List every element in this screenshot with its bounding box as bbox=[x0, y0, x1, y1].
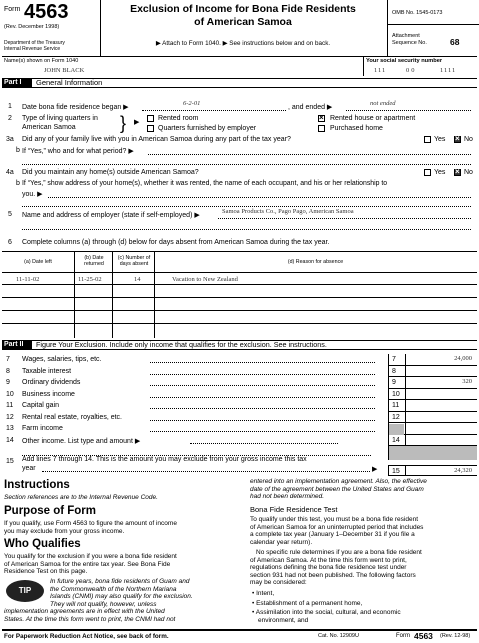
footer-paperwork-notice: For Paperwork Reduction Act Notice, see back of form. bbox=[4, 633, 169, 640]
ssn-label: Your social security number bbox=[366, 58, 443, 64]
who-qualifies-title: Who Qualifies bbox=[4, 538, 81, 550]
tip-text: In future years, bona fide residents of Guam and the Commonwealth of the Northern Mariana Islands (CNMI) may also qualify for the exclusion. They will not qualify, however, unless bbox=[50, 578, 193, 608]
line5-label: Name and address of employer (state if self-employed) ▶ bbox=[22, 212, 200, 219]
taxpayer-name[interactable]: JOHN BLACK bbox=[44, 67, 85, 74]
attachment-label: Attachment bbox=[392, 33, 420, 39]
part2-tag: Part II bbox=[2, 341, 32, 349]
income-box-7 bbox=[388, 354, 477, 366]
tip-icon bbox=[6, 580, 44, 602]
line14-shaded-cell bbox=[389, 424, 404, 435]
line1-number: 1 bbox=[8, 103, 12, 110]
line1-ended-label: , and ended ▶ bbox=[288, 104, 333, 111]
line15-box-number: 15 bbox=[392, 468, 400, 475]
income-box-8 bbox=[388, 366, 477, 378]
bona-fide-title: Bona Fide Residence Test bbox=[250, 505, 338, 514]
line4b-label-a: If “Yes,” show address of your home(s), whether it was rented, the name of each occupant, and his or her relationship to bbox=[22, 180, 388, 187]
income-line-number: 11 bbox=[6, 402, 14, 409]
line14-extra-box bbox=[388, 446, 477, 460]
income-box-9 bbox=[388, 377, 477, 389]
4a-yes-label: Yes bbox=[434, 169, 446, 176]
list-item: • Intent, bbox=[252, 590, 275, 597]
income-amount[interactable]: 320 bbox=[462, 378, 472, 385]
line15-label-a: Add lines 7 through 14. This is the amount you may exclude from your gross income this tax bbox=[22, 456, 307, 463]
income-line-number: 13 bbox=[6, 425, 14, 432]
line4a-number: 4a bbox=[6, 169, 14, 176]
form-title-line2: of American Samoa bbox=[194, 16, 292, 28]
line2-number: 2 bbox=[8, 115, 12, 122]
table-row bbox=[2, 273, 477, 285]
footer-cat-number: Cat. No. 12909U bbox=[318, 633, 359, 639]
right-top-text: entered into an implementation agreement. Also, the effective date of the agreement between the United States and Guam had not been determined. bbox=[250, 478, 427, 501]
form-title-line1: Exclusion of Income for Bona Fide Residents bbox=[130, 3, 356, 15]
list-item: • Assimilation into the social, cultural, and economic bbox=[252, 609, 401, 617]
tip-text-continued: implementation agreements are in effect with the United States. At the time this form went to print, the CNMI had not bbox=[4, 608, 176, 623]
bona-fide-text1: To qualify under this test, you must be a bona fide resident of American Samoa for an uninterrupted period that includes a complete tax year (January 1–December 31 if you file a calendar year return). bbox=[250, 516, 424, 546]
income-box-number: 8 bbox=[392, 367, 396, 375]
ssn-part2[interactable]: 00 bbox=[406, 67, 417, 74]
part2-header bbox=[2, 340, 477, 350]
3a-no-label: No bbox=[464, 136, 473, 143]
who-qualifies-text: You qualify for the exclusion if you were a bona fide resident of American Samoa for the entire tax year. See Bona Fide Residence Test on this page. bbox=[4, 553, 177, 576]
col-date-left: (a) Date left bbox=[24, 259, 52, 265]
income-line-number: 12 bbox=[6, 413, 14, 421]
line15-total[interactable]: 24,320 bbox=[454, 467, 472, 474]
checkbox-4a-yes[interactable] bbox=[424, 169, 431, 176]
income-box-11 bbox=[388, 400, 477, 412]
instructions-title: Instructions bbox=[4, 479, 70, 491]
3a-yes-label: Yes bbox=[434, 136, 446, 143]
part2-title: Figure Your Exclusion. Include only income that qualifies for the exclusion. See instructions. bbox=[36, 340, 327, 349]
checkbox-rented-room[interactable] bbox=[147, 115, 154, 122]
rented-room-label: Rented room bbox=[158, 115, 199, 122]
line6-label: Complete columns (a) through (d) below for days absent from American Samoa during the tax year. bbox=[22, 239, 330, 246]
ssn-part3[interactable]: 1111 bbox=[440, 67, 457, 74]
footer-form-prefix: Form bbox=[396, 633, 410, 639]
income-line-label: Taxable interest bbox=[22, 367, 72, 375]
col-date-returned: (b) Date returned bbox=[84, 255, 104, 267]
checkbox-rented-house[interactable] bbox=[318, 115, 325, 122]
checkbox-quarters-employer[interactable] bbox=[147, 125, 154, 132]
income-amount[interactable]: 24,000 bbox=[454, 355, 472, 362]
income-line-number: 7 bbox=[6, 356, 10, 363]
income-box-12 bbox=[388, 412, 477, 424]
col-days-absent: (c) Number of days absent bbox=[117, 255, 151, 267]
list-item: • Establishment of a permanent home, bbox=[252, 599, 363, 607]
income-line-number: 9 bbox=[6, 379, 10, 386]
purpose-title: Purpose of Form bbox=[4, 505, 97, 517]
form-header bbox=[0, 0, 479, 50]
factor-list bbox=[252, 590, 476, 624]
footer-form-rev: (Rev. 12-98) bbox=[440, 633, 471, 639]
line3a-number: 3a bbox=[6, 136, 14, 143]
rented-house-label: Rented house or apartment bbox=[330, 115, 416, 122]
line3a-label: Did any of your family live with you in American Samoa during any part of the tax year? bbox=[22, 136, 291, 143]
income-line-number: 8 bbox=[6, 367, 10, 375]
part1-title: General Information bbox=[36, 78, 103, 87]
line4a-label: Did you maintain any home(s) outside American Samoa? bbox=[22, 169, 199, 176]
name-label: Name(s) shown on Form 1040 bbox=[4, 58, 79, 64]
line15-label-b: year bbox=[22, 465, 36, 472]
income-box-number: 11 bbox=[392, 402, 400, 409]
employer-name-address[interactable]: Samoa Products Co., Pago Pago, American Samoa bbox=[222, 208, 354, 215]
line4b-label-b: you. ▶ bbox=[22, 191, 43, 198]
line2-label-b: American Samoa bbox=[22, 124, 76, 131]
list-item: environment, and bbox=[258, 616, 309, 624]
attach-instruction: ▶ Attach to Form 1040. ▶ See instructions below and on back. bbox=[155, 40, 331, 47]
income-line-label: Capital gain bbox=[22, 402, 59, 409]
income-line-label: Other income. List type and amount ▶ bbox=[22, 437, 141, 445]
purchased-home-label: Purchased home bbox=[330, 125, 383, 132]
checkbox-3a-no[interactable] bbox=[454, 136, 461, 143]
col-reason: (d) Reason for absence bbox=[287, 259, 344, 265]
income-line-label: Ordinary dividends bbox=[22, 379, 81, 386]
line3b-label: If “Yes,” who and for what period? ▶ bbox=[22, 148, 134, 155]
income-line-label: Farm income bbox=[22, 425, 63, 432]
line1-label: Date bona fide residence began ▶ bbox=[22, 104, 129, 111]
ssn-part1[interactable]: 111 bbox=[374, 67, 387, 74]
line5-number: 5 bbox=[8, 211, 12, 218]
line15-arrow: ▶ bbox=[372, 466, 378, 473]
absence-reason[interactable]: Vacation to New Zealand bbox=[172, 276, 238, 283]
form-number: 4563 bbox=[24, 1, 69, 23]
income-line-number: 14 bbox=[6, 436, 14, 444]
income-box-number: 12 bbox=[392, 413, 400, 421]
income-box-number: 10 bbox=[392, 390, 400, 398]
residence-ended[interactable]: not ended bbox=[370, 100, 396, 107]
income-line-label: Business income bbox=[22, 390, 75, 398]
income-box-14 bbox=[388, 435, 477, 447]
income-box-number: 9 bbox=[392, 379, 396, 386]
tip-label: TIP bbox=[18, 586, 32, 595]
line15-number: 15 bbox=[6, 458, 14, 465]
line14-extra-row bbox=[22, 446, 371, 456]
form-label: Form bbox=[4, 6, 21, 13]
line2-brace: } bbox=[120, 113, 127, 133]
income-box-number: 14 bbox=[392, 436, 400, 444]
line6-number: 6 bbox=[8, 239, 12, 246]
checkbox-4a-no[interactable] bbox=[454, 169, 461, 176]
income-line-label: Rental real estate, royalties, etc. bbox=[22, 413, 122, 421]
absence-days[interactable]: 14 bbox=[134, 276, 141, 283]
absence-table bbox=[2, 251, 477, 337]
line15-box bbox=[388, 465, 477, 476]
sequence-label: Sequence No. bbox=[392, 40, 427, 46]
purpose-text: If you qualify, use Form 4563 to figure the amount of income you may exclude from your gross income. bbox=[4, 520, 177, 535]
residence-began[interactable]: 6-2-01 bbox=[183, 100, 201, 107]
omb-number: OMB No. 1545-0173 bbox=[392, 10, 443, 16]
part1-header bbox=[2, 78, 477, 88]
line4b-number: b bbox=[16, 180, 20, 187]
checkbox-purchased-home[interactable] bbox=[318, 125, 325, 132]
bona-fide-text2: No specific rule determines if you are a bona fide resident of American Samoa. At the time this form went to print, regulations defining the bona fide residence test under section 931 had not been published. The following factors may be considered: bbox=[250, 549, 422, 587]
footer-form-number: 4563 bbox=[414, 631, 433, 641]
quarters-employer-label: Quarters furnished by employer bbox=[158, 125, 257, 132]
income-line-label: Wages, salaries, tips, etc. bbox=[22, 356, 102, 363]
income-box-10 bbox=[388, 389, 477, 401]
part1-tag: Part I bbox=[2, 79, 32, 87]
checkbox-3a-yes[interactable] bbox=[424, 136, 431, 143]
line2-arrow: ▶ bbox=[134, 119, 140, 126]
department-line1: Department of the Treasury bbox=[4, 40, 65, 46]
line3b-number: b bbox=[16, 147, 20, 154]
absence-date-left[interactable]: 11-11-02 bbox=[16, 276, 40, 283]
department-line2: Internal Revenue Service bbox=[4, 46, 61, 52]
income-line-number: 10 bbox=[6, 390, 14, 398]
sequence-number: 68 bbox=[450, 37, 460, 47]
4a-no-label: No bbox=[464, 169, 473, 176]
line2-label-a: Type of living quarters in bbox=[22, 115, 98, 122]
instructions-intro: Section references are to the Internal Revenue Code. bbox=[4, 494, 158, 501]
form-revision: (Rev. December 1998) bbox=[4, 24, 60, 30]
absence-date-returned[interactable]: 11-25-02 bbox=[78, 276, 102, 283]
income-box-number: 7 bbox=[392, 356, 396, 363]
